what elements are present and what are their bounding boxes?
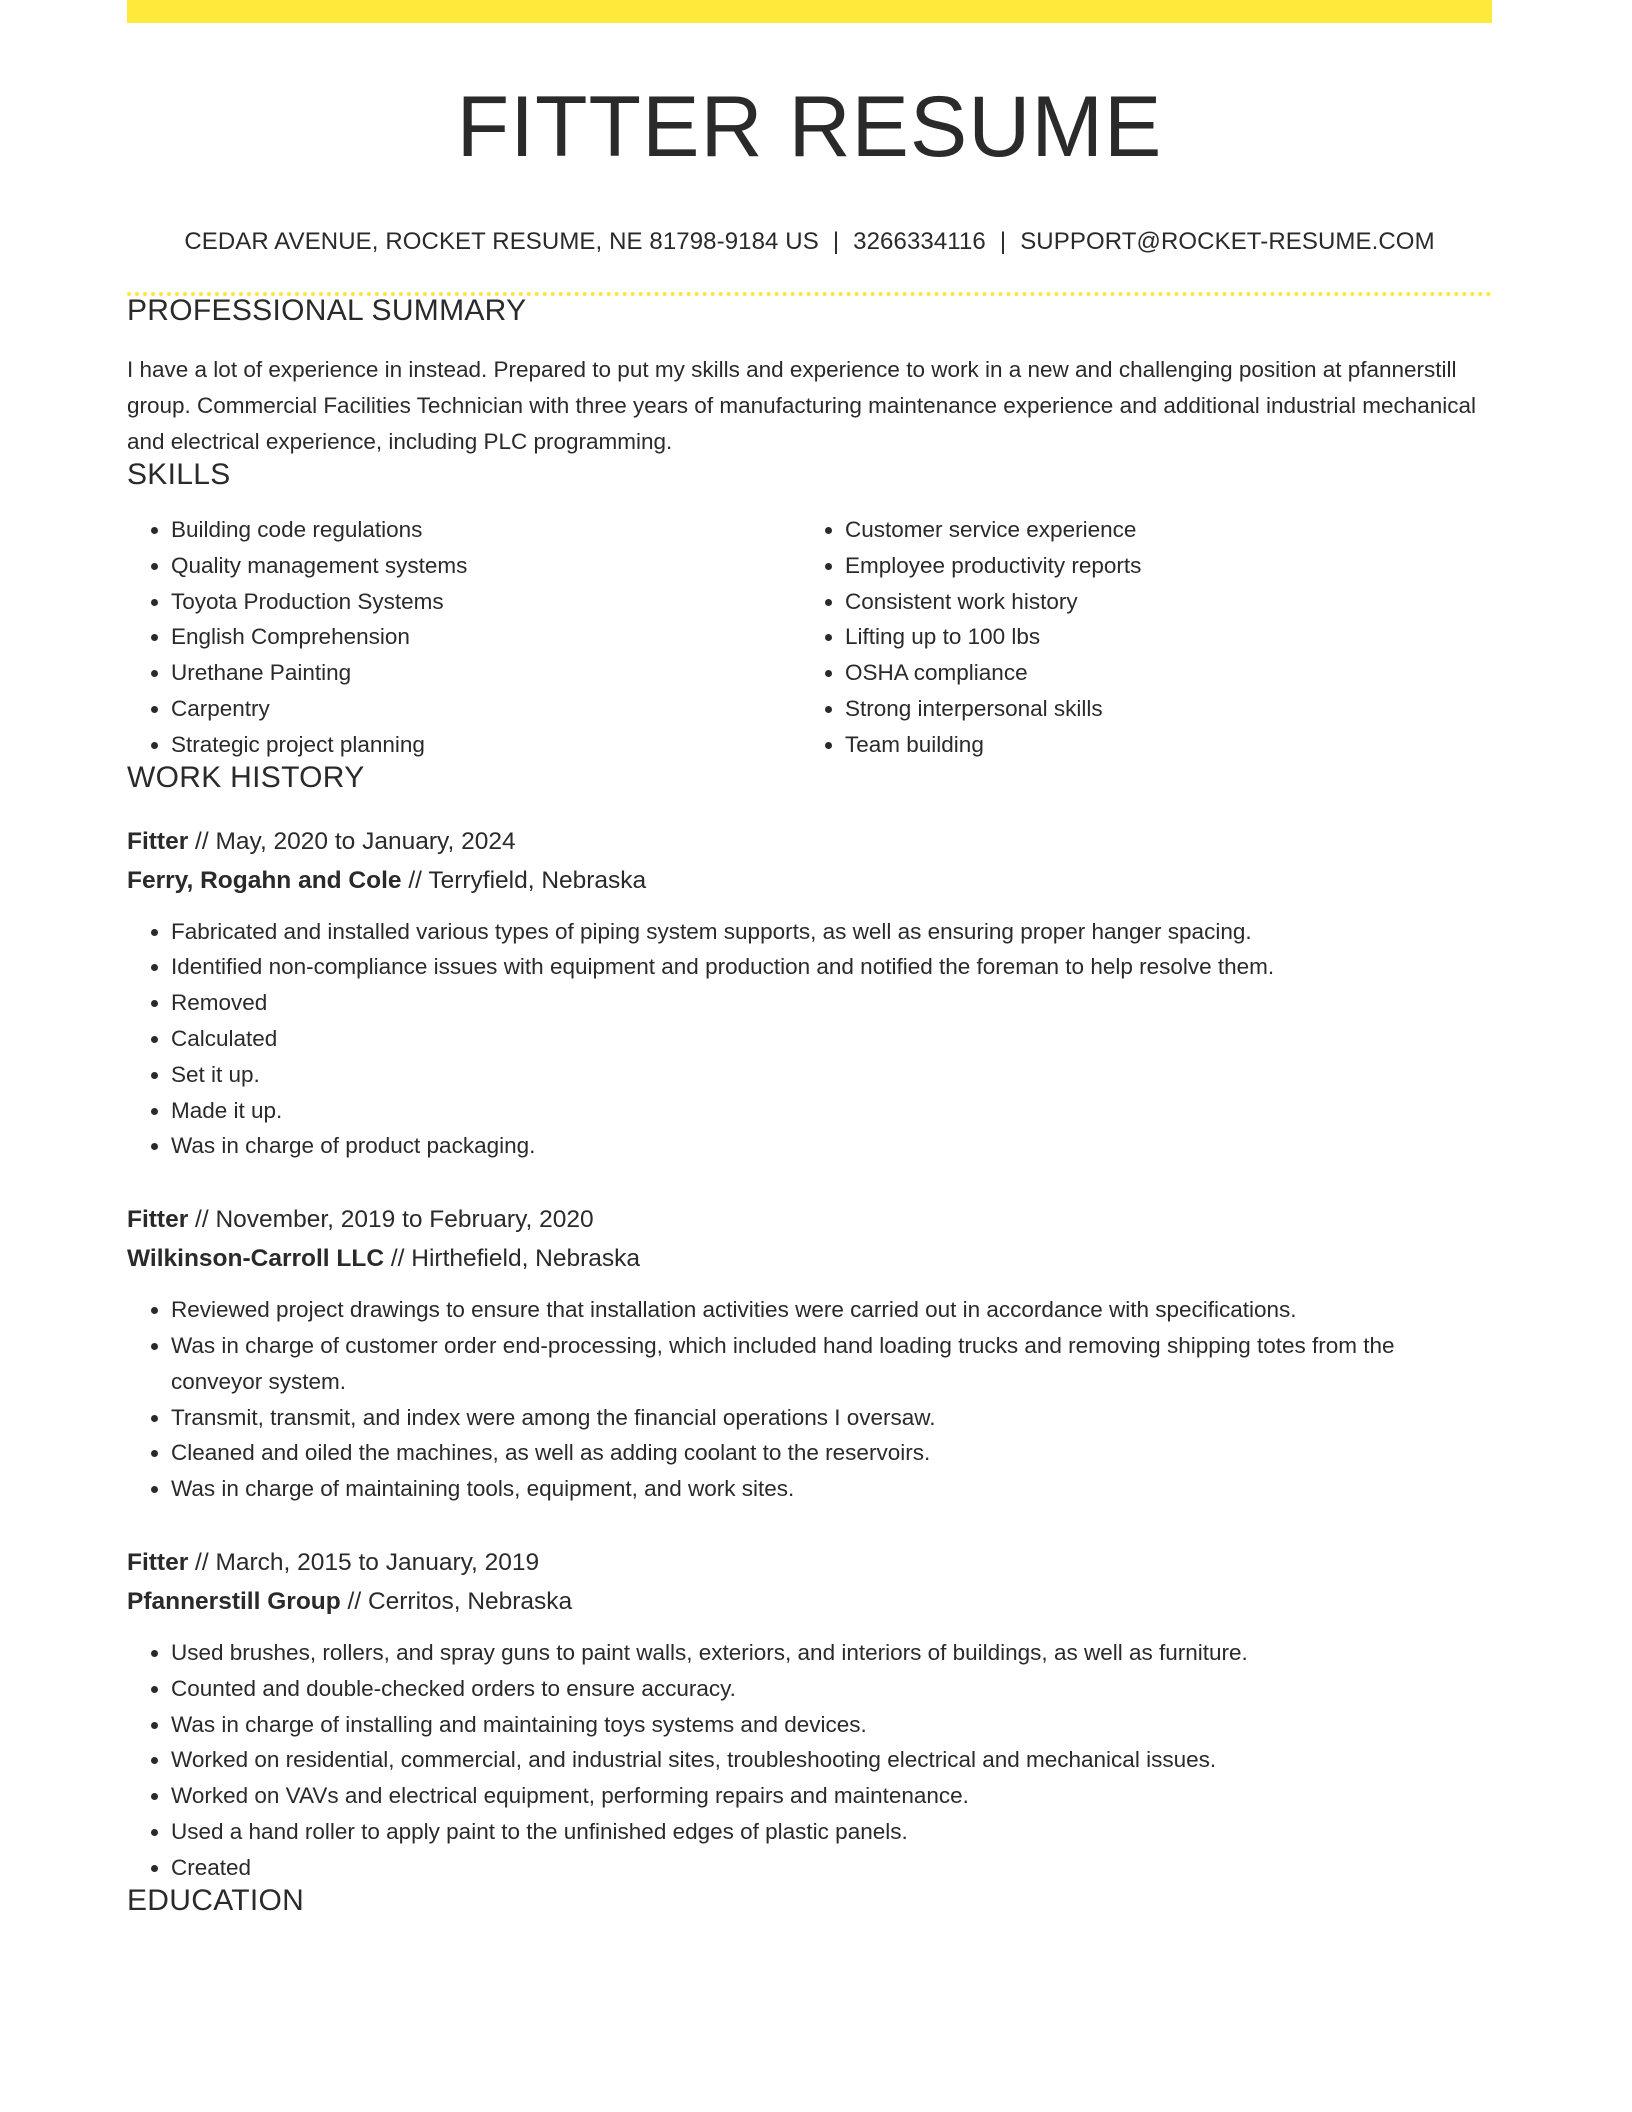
- job-duty: • Was in charge of maintaining tools, equipment, and work sites.: [171, 1471, 1492, 1507]
- skills-column-left: [127, 512, 801, 763]
- job-dates: // May, 2020 to January, 2024: [188, 827, 516, 855]
- skill-item: • Consistent work history: [845, 584, 1475, 620]
- job-duty: • Created: [171, 1850, 1492, 1886]
- job-location: // Terryfield, Nebraska: [401, 866, 647, 894]
- job-duty: • Worked on VAVs and electrical equipment, performing repairs and maintenance.: [171, 1778, 1492, 1814]
- job-duty: • Removed: [171, 985, 1492, 1021]
- contact-line: [127, 230, 1492, 254]
- skill-item: • English Comprehension: [171, 619, 801, 655]
- job-duties: [127, 1292, 1492, 1507]
- skill-item: • OSHA compliance: [845, 655, 1475, 691]
- resume-page: [127, 0, 1492, 1916]
- skill-item: • Urethane Painting: [171, 655, 801, 691]
- skill-item: • Toyota Production Systems: [171, 584, 801, 620]
- skill-item: • Employee productivity reports: [845, 548, 1475, 584]
- skill-item: • Quality management systems: [171, 548, 801, 584]
- job-location: // Cerritos, Nebraska: [340, 1587, 573, 1615]
- job-duty: • Worked on residential, commercial, and industrial sites, troubleshooting electrical and mechanical issues.: [171, 1742, 1492, 1778]
- job-duty: • Was in charge of product packaging.: [171, 1128, 1492, 1164]
- job-duties: [127, 1635, 1492, 1886]
- job-duty: • Identified non-compliance issues with equipment and production and notified the foreman to help resolve them.: [171, 949, 1492, 985]
- job-duty: • Made it up.: [171, 1093, 1492, 1129]
- job-entry: [127, 1200, 1492, 1507]
- skill-item: • Customer service experience: [845, 512, 1475, 548]
- resume-title: FITTER RESUME: [456, 79, 1163, 175]
- job-duty: • Fabricated and installed various types of piping system supports, as well as ensuring proper hanger spacing.: [171, 914, 1492, 950]
- job-duty: • Transmit, transmit, and index were among the financial operations I oversaw.: [171, 1400, 1492, 1436]
- job-dates: // March, 2015 to January, 2019: [188, 1548, 540, 1576]
- job-company: Pfannerstill Group: [127, 1587, 341, 1615]
- contact-email: SUPPORT@ROCKET-RESUME.COM: [1020, 228, 1435, 255]
- skill-item: • Strategic project planning: [171, 727, 801, 763]
- job-role: Fitter: [127, 1206, 189, 1234]
- contact-address: CEDAR AVENUE, ROCKET RESUME, NE 81798-9184 US: [184, 228, 819, 255]
- job-entry: [127, 822, 1492, 1165]
- job-entry: [127, 1543, 1492, 1886]
- work-history-heading: WORK HISTORY: [127, 760, 365, 794]
- job-company: Wilkinson-Carroll LLC: [127, 1245, 385, 1273]
- job-company-line: [127, 861, 1492, 900]
- contact-phone: 3266334116: [853, 228, 986, 255]
- contact-separator: |: [999, 228, 1007, 255]
- job-duty: • Was in charge of customer order end-processing, which included hand loading trucks and removing shipping totes from the conveyor system.: [171, 1328, 1492, 1400]
- contact-separator: |: [832, 228, 840, 255]
- job-role: Fitter: [127, 827, 189, 855]
- job-duty: • Set it up.: [171, 1057, 1492, 1093]
- skill-item: • Strong interpersonal skills: [845, 691, 1475, 727]
- education-heading: EDUCATION: [127, 1883, 305, 1917]
- summary-text: I have a lot of experience in instead. Prepared to put my skills and experience to work in a new and challenging position at pfannerstill group. Commercial Facilities Technician with three years of manufacturing maintenance experience and additional industrial mechanical and electrical experience, including PLC programming.: [127, 357, 1477, 454]
- skill-item: • Lifting up to 100 lbs: [845, 619, 1475, 655]
- job-duty: • Used brushes, rollers, and spray guns to paint walls, exteriors, and interiors of buildings, as well as furniture.: [171, 1635, 1492, 1671]
- skills-list: [127, 512, 1492, 763]
- job-duty: • Cleaned and oiled the machines, as well as adding coolant to the reservoirs.: [171, 1435, 1492, 1471]
- skill-item: • Building code regulations: [171, 512, 801, 548]
- job-duties: [127, 914, 1492, 1165]
- job-company: Ferry, Rogahn and Cole: [127, 866, 402, 894]
- job-role: Fitter: [127, 1548, 189, 1576]
- skill-item: • Carpentry: [171, 691, 801, 727]
- job-title-line: [127, 1200, 1492, 1239]
- skills-column-right: [801, 512, 1475, 763]
- job-company-line: [127, 1582, 1492, 1621]
- summary-heading: PROFESSIONAL SUMMARY: [127, 294, 527, 327]
- job-location: // Hirthefield, Nebraska: [384, 1245, 641, 1273]
- top-accent-bar: [127, 0, 1492, 23]
- job-duty: • Counted and double-checked orders to ensure accuracy.: [171, 1671, 1492, 1707]
- job-title-line: [127, 822, 1492, 861]
- job-dates: // November, 2019 to February, 2020: [188, 1206, 594, 1234]
- skill-item: • Team building: [845, 727, 1475, 763]
- job-duty: • Was in charge of installing and maintaining toys systems and devices.: [171, 1707, 1492, 1743]
- job-company-line: [127, 1239, 1492, 1278]
- job-duty: • Used a hand roller to apply paint to the unfinished edges of plastic panels.: [171, 1814, 1492, 1850]
- job-title-line: [127, 1543, 1492, 1582]
- job-duty: • Reviewed project drawings to ensure that installation activities were carried out in accordance with specifications.: [171, 1292, 1492, 1328]
- job-duty: • Calculated: [171, 1021, 1492, 1057]
- skills-heading: SKILLS: [127, 458, 231, 491]
